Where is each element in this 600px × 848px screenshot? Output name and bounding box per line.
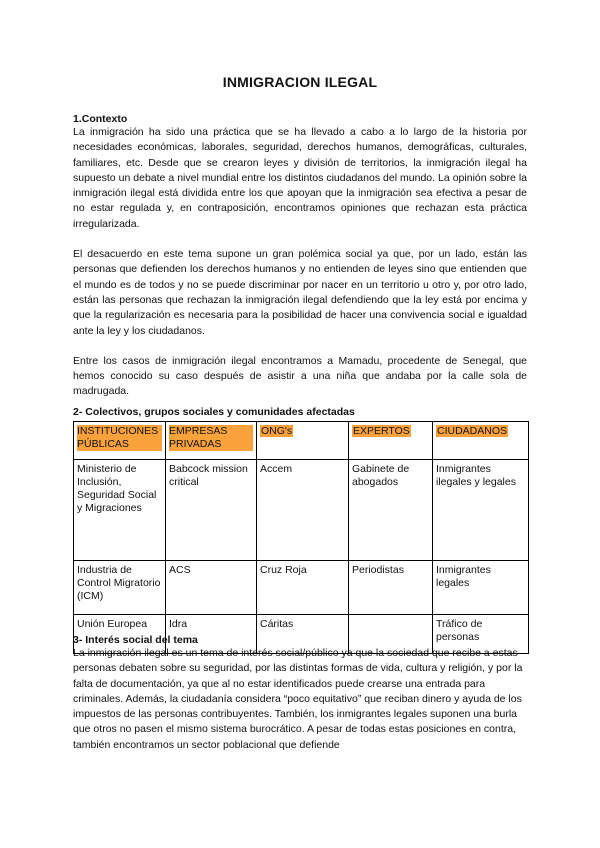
column-header (257, 422, 349, 460)
table-cell: ACS (166, 561, 257, 615)
table-cell: Cáritas (257, 615, 349, 654)
groups-table (73, 421, 529, 654)
column-header (349, 422, 433, 460)
column-header-label: ONG's (261, 425, 293, 437)
paragraph: La inmigración ilegal es un tema de interés social/público ya que la sociedad que recibe a estas personas debaten sobre su seguridad, por las distintas formas de vida, cultura y religión, y por la falta de documentación, ya que al no estar identificados puede crearse una entrada para criminales. Además, la ciudadanía considera “poco equitativo” que reciban dinero y ayuda de los impuestos de las personas contribuyentes. También, los inmigrantes legales suponen una burla que otros no pasen el mismo sistema burocrático. A pesar de todas estas posiciones en contra, también encontramos un sector poblacional que defiende (73, 647, 523, 751)
table-cell: Inmigrantes ilegales y legales (433, 460, 529, 561)
table-cell: Inmigrantes legales (433, 561, 529, 615)
column-header-label: EXPERTOS (353, 425, 410, 437)
section-colectivos (73, 406, 527, 418)
column-header-label: INSTITUCIONES PÚBLICAS (77, 425, 162, 451)
section-heading-interes-social: 3- Interés social del tema (73, 634, 198, 646)
column-header-label: CIUDADANOS (437, 425, 508, 437)
column-header (433, 422, 529, 460)
table-row (74, 561, 529, 615)
table-cell: Unión Europea (74, 615, 166, 654)
column-header (74, 422, 166, 460)
column-header (166, 422, 257, 460)
table-cell: Industria de Control Migratorio (ICM) (74, 561, 166, 615)
table-cell: Periodistas (349, 561, 433, 615)
paragraph: Entre los casos de inmigración ilegal encontramos a Mamadu, procedente de Senegal, que hemos conocido su caso después de asistir a una niña que andaba por la calle sola de madrugada. (73, 354, 527, 398)
column-header-label: EMPRESAS PRIVADAS (169, 425, 253, 451)
table-cell: Babcock mission critical (166, 460, 257, 561)
paragraph: La inmigración ha sido una práctica que se ha llevado a cabo a lo largo de la historia por necesidades económicas, laborales, seguridad, derechos humanos, demográficas, culturales, familiares, etc. Desde que se crearon leyes y división de territorios, la inmigración ilegal ha supuesto un debate a nivel mundial entre los distintos ciudadanos del mundo. La opinión sobre la inmigración ilegal está dividida entre los que apoyan que la inmigración sea efectiva a pesar de no estar regulada y, en contraposición, encontramos opiniones que rechazan esta práctica irregularizada. (73, 126, 527, 230)
section-heading-contexto: 1.Contexto (73, 113, 128, 125)
table-cell: Tráfico de personas (433, 615, 529, 654)
section-heading-colectivos: 2- Colectivos, grupos sociales y comunidades afectadas (73, 406, 355, 418)
paragraph: El desacuerdo en este tema supone un gran polémica social ya que, por un lado, están las personas que defienden los derechos humanos y no entienden de leyes sino que entienden que el mundo es de todos y no se puede discriminar por nacer en un territorio u otro y, por otro lado, están las personas que rechazan la inmigración ilegal defendiendo que la ley está por encima y que la regularización es necesaria para la posibilidad de hacer una convivencia social e igualdad ante la ley y los ciudadanos. (73, 248, 527, 337)
table-cell: Ministerio de Inclusión, Seguridad Social y Migraciones (74, 460, 166, 561)
document-title: INMIGRACION ILEGAL (222, 74, 378, 90)
section-contexto (73, 113, 527, 400)
table-cell: Idra (166, 615, 257, 654)
section-interes-social (73, 634, 527, 753)
table-cell: Gabinete de abogados (349, 460, 433, 561)
table-cell: Cruz Roja (257, 561, 349, 615)
table-row (74, 460, 529, 561)
table-cell: Accem (257, 460, 349, 561)
table-header-row (74, 422, 529, 460)
